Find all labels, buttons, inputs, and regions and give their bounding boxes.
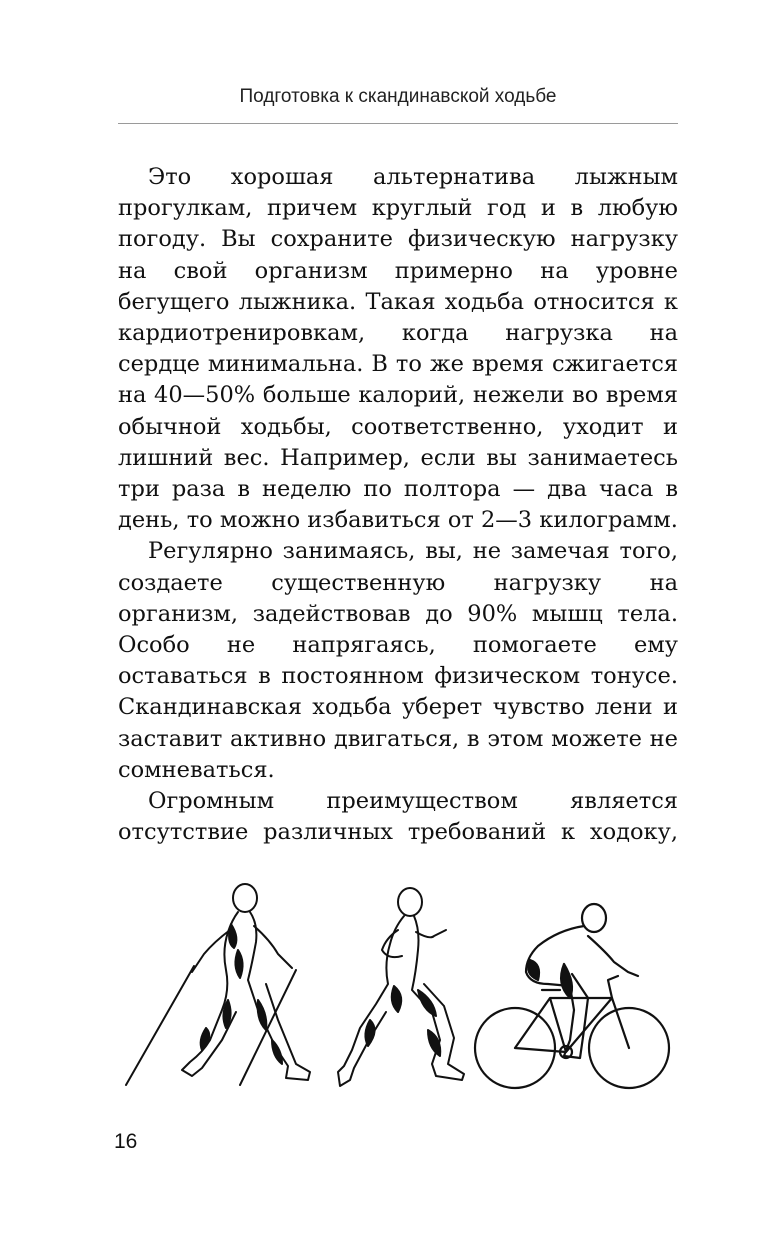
paragraph-1: Это хорошая альтернатива лыжным прогулкам, причем круглый год и в любую погоду. Вы сохраните физическую нагрузку на свой организм примерно на уровне бегущего лыжника. Такая ходьба относится к кардиотренировкам, когда нагрузка на сердце минимальна. В то же время сжигается на 40—50% больше калорий, нежели во время обычной ходьбы, соответственно, уходит и лишний вес. Например, если вы занимаетесь три раза в неделю по полтора — два часа в день, то можно избавиться от 2—3 килограмм. [118, 164, 678, 534]
page-number: 16 [114, 1130, 138, 1153]
header-divider [118, 123, 678, 124]
nordic-walker-figure [126, 884, 310, 1085]
body-text [118, 162, 678, 848]
cyclist-figure [475, 904, 669, 1088]
runner-figure [338, 888, 464, 1086]
running-header: Подготовка к скандинавской ходьбе [239, 86, 557, 107]
exercise-illustration [118, 880, 678, 1095]
paragraph-3: Огромным преимуществом является отсутствие различных требований к ходоку, [118, 788, 678, 846]
paragraph-2: Регулярно занимаясь, вы, не замечая того, создаете существенную нагрузку на организм, задействовав до 90% мышц тела. Особо не напрягаясь, помогаете ему оставаться в постоянном физическом тонусе. Скандинавская ходьба уберет чувство лени и заставит активно двигаться, в этом можете не сомневаться. [118, 538, 678, 783]
